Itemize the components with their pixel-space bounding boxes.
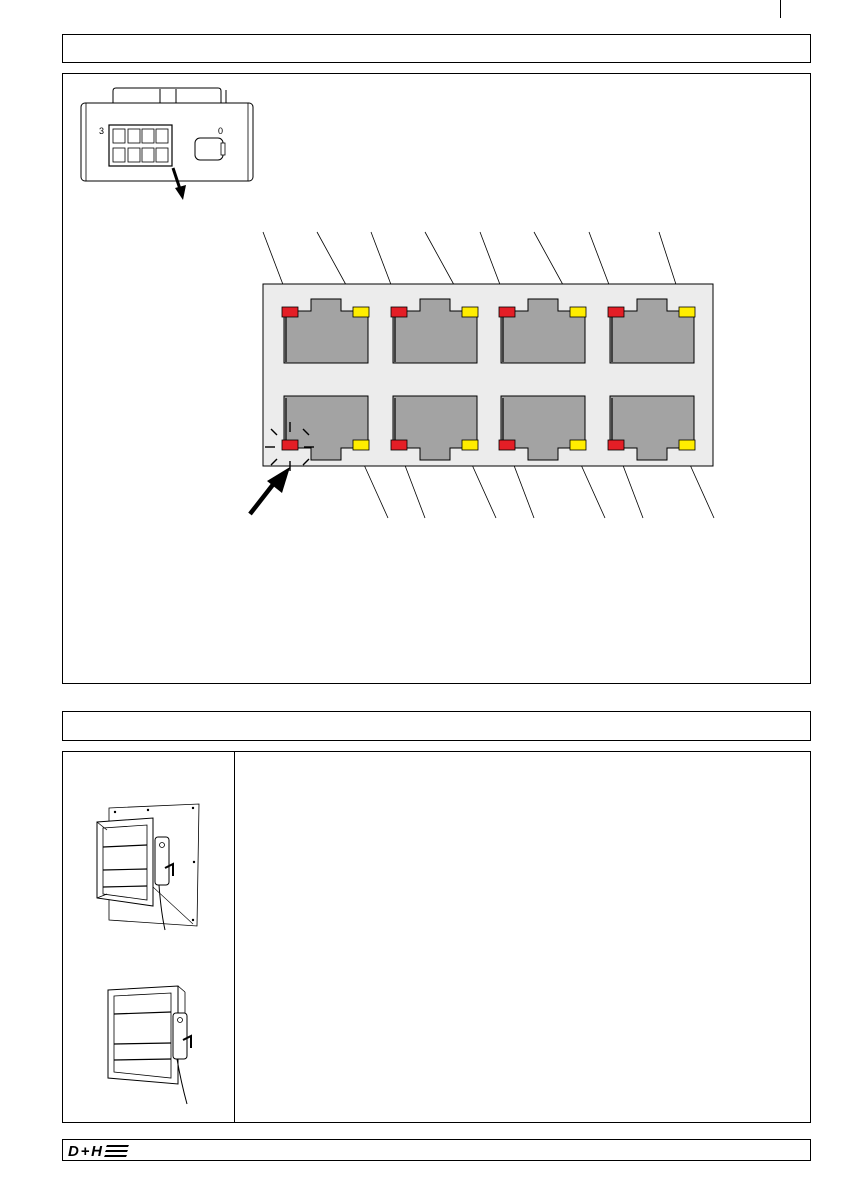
- led-yellow: [570, 307, 586, 317]
- led-red: [391, 440, 407, 450]
- led-yellow: [353, 440, 369, 450]
- section2-panel: [62, 751, 811, 1123]
- device-right-label: 0: [218, 126, 224, 136]
- led-yellow: [570, 440, 586, 450]
- led-red: [608, 307, 624, 317]
- led-red: [282, 307, 298, 317]
- section1-panel: [62, 73, 811, 684]
- led-red: [608, 440, 624, 450]
- damper-illustration: [103, 982, 203, 1107]
- footer-bar: [62, 1139, 811, 1161]
- svg-text:D+H: D+H: [68, 1143, 102, 1158]
- led-yellow: [462, 307, 478, 317]
- led-yellow: [353, 307, 369, 317]
- led-red: [499, 307, 515, 317]
- led-yellow: [679, 440, 695, 450]
- dh-logo: [67, 1143, 131, 1158]
- led-red: [391, 307, 407, 317]
- damper-with-plate-illustration: [93, 802, 203, 932]
- led-red: [499, 440, 515, 450]
- section2-header: [62, 711, 811, 741]
- led-yellow: [462, 440, 478, 450]
- device-illustration: [78, 85, 258, 205]
- device-left-label: 3: [99, 126, 105, 136]
- led-red: [282, 440, 298, 450]
- led-yellow: [679, 307, 695, 317]
- pointer-arrow: [250, 467, 290, 514]
- port-led-diagram: [243, 229, 723, 529]
- crop-mark: [780, 0, 781, 18]
- section1-header: [62, 34, 811, 63]
